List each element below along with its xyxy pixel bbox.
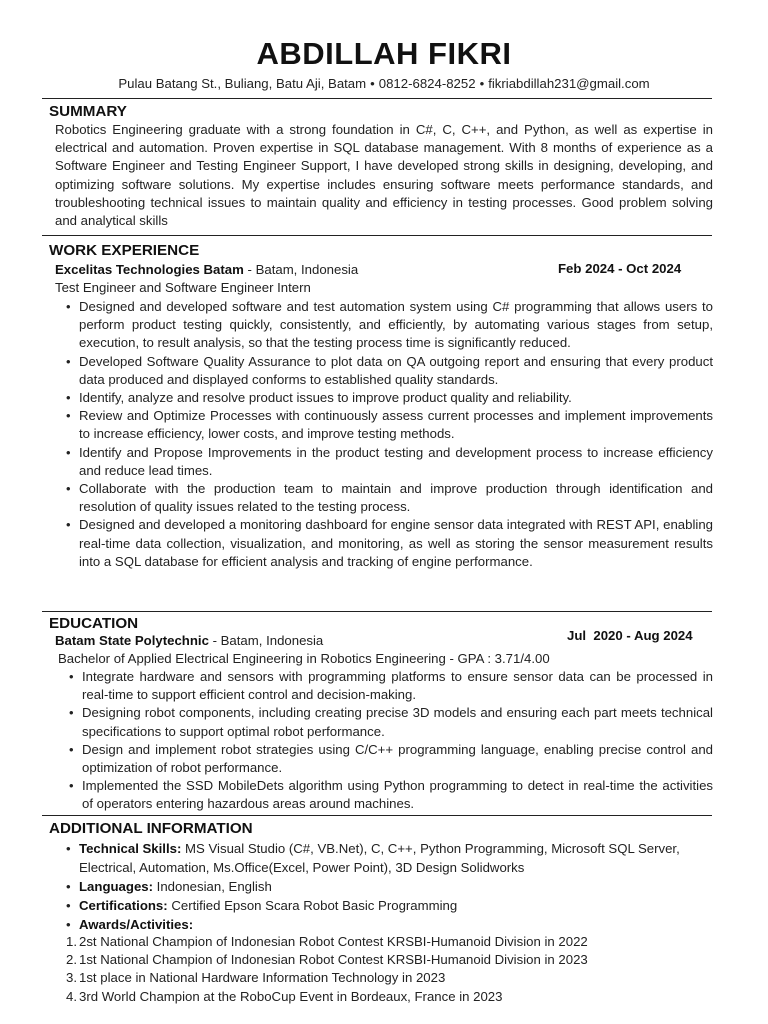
list-item: • Developed Software Quality Assurance to plot data on QA outgoing report and ensuring that every product data produced and displayed conforms to established quality standards. (62, 353, 713, 389)
summary-title: SUMMARY (49, 103, 127, 120)
award-text: 1st National Champion of Indonesian Robot Contest KRSBI-Humanoid Division in 2023 (79, 952, 588, 968)
email[interactable]: fikriabdillah231@gmail.com (488, 76, 650, 91)
list-item: • Design and implement robot strategies using C/C++ programming language, enabling precise control and optimization of robot performance. (65, 741, 713, 777)
award-text: 1st place in National Hardware Information Technology in 2023 (79, 970, 446, 986)
award-item (66, 988, 713, 1006)
languages-value: Indonesian, English (153, 879, 272, 894)
list-item: • Designed and developed a monitoring dashboard for engine sensor data integrated with REST API, enabling real-time data collection, visualization, and monitoring, as well as storing the sensor measurement results into a SQL database for efficient analysis and tracking of engine performance. (62, 516, 713, 571)
divider (42, 235, 712, 236)
divider (42, 611, 712, 612)
education-dates: Jul 2020 - Aug 2024 (567, 628, 693, 643)
school-name: Batam State Polytechnic (55, 633, 209, 648)
contact-line (0, 76, 768, 91)
certifications-item (62, 896, 713, 915)
additional-title: ADDITIONAL INFORMATION (49, 820, 253, 837)
additional-list (62, 839, 713, 934)
award-item (66, 969, 713, 987)
awards-list (66, 933, 713, 1006)
award-text: 2st National Champion of Indonesian Robot Contest KRSBI-Humanoid Division in 2022 (79, 934, 588, 949)
candidate-name: ABDILLAH FIKRI (256, 36, 512, 71)
address: Pulau Batang St., Buliang, Batu Aji, Batam (118, 76, 367, 91)
list-item: • Implemented the SSD MobileDets algorithm using Python programming to detect in real-time the activities of operators entering hazardous areas around machines. (65, 777, 713, 813)
work-org (55, 262, 358, 277)
list-item: • Integrate hardware and sensors with programming platforms to ensure sensor data can be processed in real-time to support efficient control and decision-making. (65, 668, 713, 704)
certifications-label: Certifications: (79, 898, 168, 913)
technical-label: Technical Skills: (79, 841, 182, 856)
summary-text: Robotics Engineering graduate with a strong foundation in C#, C, C++, and Python, as well as expertise in electrical and automation. Proven expertise in SQL database management. With 8 months of experience as a Software Engineer and Testing Engineer Support, I have developed strong skills in designing, developing, and optimizing software solutions. My expertise includes ensuring software meets performance standards, and troubleshooting technical issues to maintain quality and efficiency in testing processes. Good problem solving and analytical skills (55, 122, 713, 229)
separator: • (479, 76, 485, 91)
list-item: • Identify, analyze and resolve product issues to improve product quality and reliability. (62, 389, 713, 407)
education-title: EDUCATION (49, 615, 139, 632)
education-degree: Bachelor of Applied Electrical Engineering in Robotics Engineering - GPA : 3.71/4.00 (58, 651, 550, 666)
separator: • (370, 76, 375, 91)
languages-label: Languages: (79, 879, 154, 894)
phone: 0812-6824-8252 (378, 76, 476, 91)
certifications-value: Certified Epson Scara Robot Basic Programming (167, 898, 458, 913)
award-number: 4. (66, 988, 77, 1004)
work-bullets (62, 298, 713, 571)
list-item: • Review and Optimize Processes with continuously assess current processes and implement improvements to increase efficiency, lower costs, and improve testing methods. (62, 407, 713, 443)
languages-item (62, 877, 713, 896)
list-item: • Collaborate with the production team to maintain and improve production through identification and resolution of quality issues related to the testing process. (62, 480, 713, 516)
award-number: 2. (66, 952, 77, 968)
awards-item (62, 915, 713, 934)
technical-skills-item (62, 839, 713, 877)
award-number: 1. (66, 934, 77, 949)
divider (42, 815, 712, 816)
award-text: 3rd World Champion at the RoboCup Event in Bordeaux, France in 2023 (79, 988, 503, 1004)
award-item (66, 933, 713, 951)
divider (42, 98, 712, 99)
education-bullets (65, 668, 713, 814)
award-number: 3. (66, 970, 77, 986)
list-item: • Designing robot components, including creating precise 3D models and ensuring each part meets technical specifications to support optimal robot performance. (65, 704, 713, 740)
technical-value: MS Visual Studio (C#, VB.Net), C, C++, Python Programming, Microsoft SQL Server, Electrical, Automation, Ms.Office(Excel, Power Point), 3D Design Solidworks (79, 841, 680, 875)
award-item (66, 951, 713, 969)
list-item: • Identify and Propose Improvements in the product testing and development process to increase efficiency and reduce lead times. (62, 444, 713, 480)
company-name: Excelitas Technologies Batam (55, 262, 244, 277)
work-role: Test Engineer and Software Engineer Intern (55, 280, 311, 295)
list-item: • Designed and developed software and test automation system using C# programming that allows users to perform product testing quickly, consistently, and efficiently, by automating various stages from setup, execution, to result analysis, so that the testing process time is significantly reduced. (62, 298, 713, 353)
work-dates: Feb 2024 - Oct 2024 (558, 261, 682, 276)
work-title: WORK EXPERIENCE (49, 242, 200, 259)
school-location: - Batam, Indonesia (208, 633, 324, 648)
company-location: - Batam, Indonesia (243, 262, 359, 277)
awards-label: Awards/Activities: (79, 917, 194, 932)
education-org (55, 633, 323, 648)
